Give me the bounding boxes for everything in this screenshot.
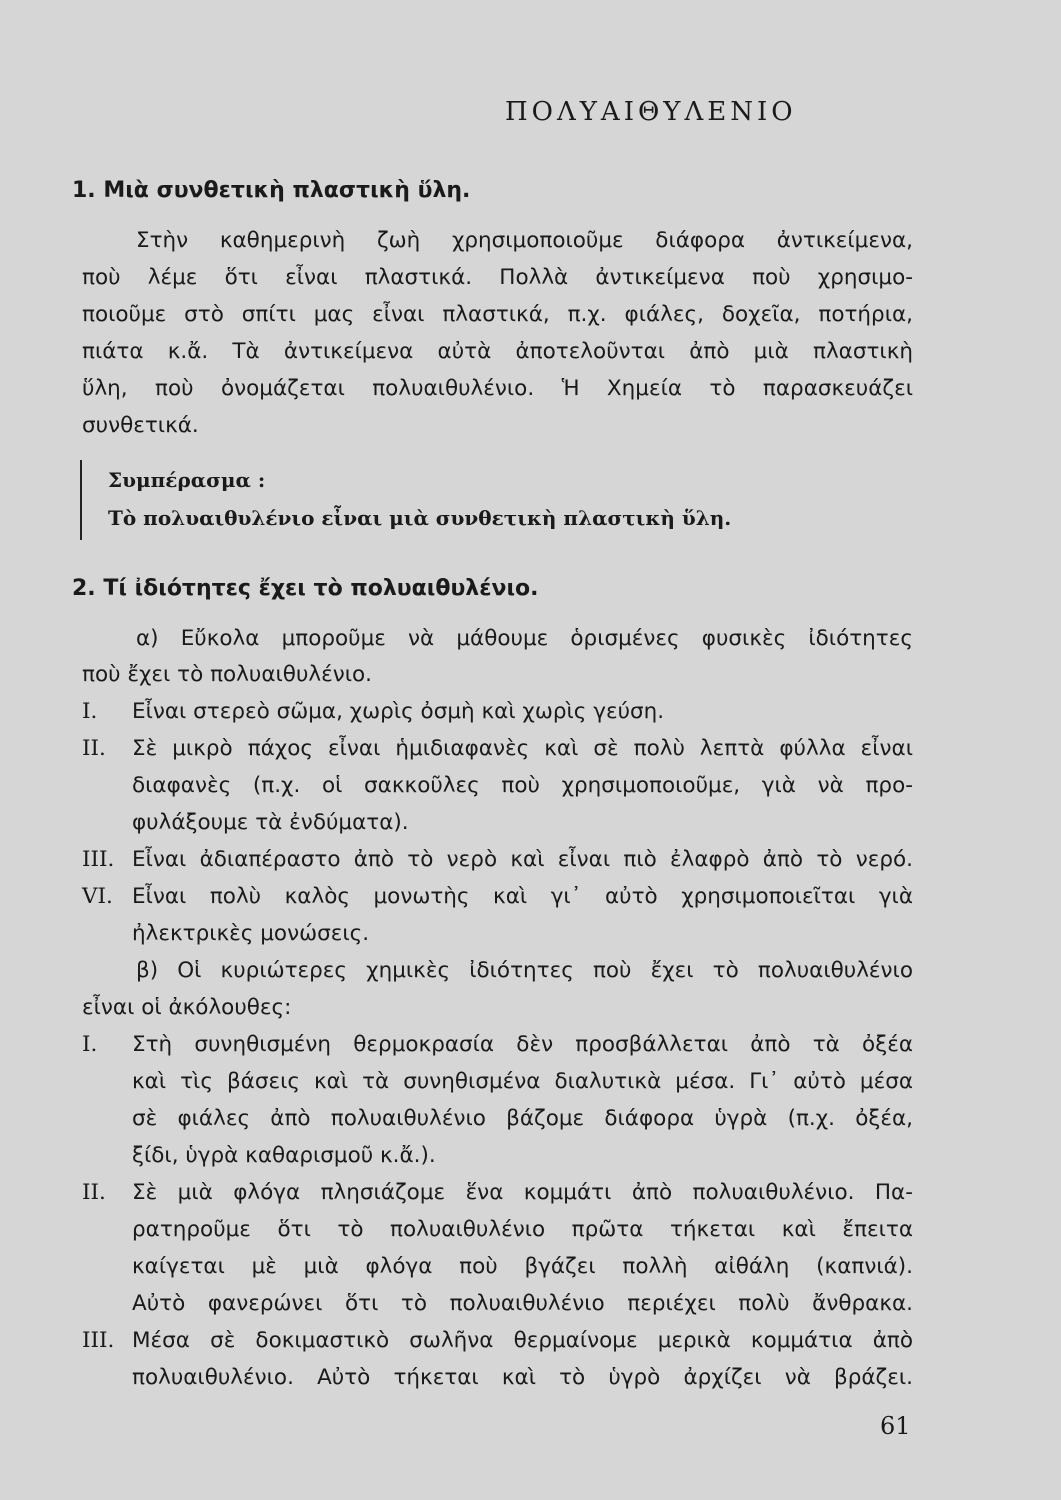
body-line: ποὺ λέμε ὅτι εἶναι πλαστικά. Πολλὰ ἀντικείμενα ποὺ χρησιμο-: [82, 265, 913, 290]
body-line: ποὺ ἔχει τὸ πολυαιθυλένιο.: [82, 662, 372, 687]
conclusion-box: [80, 460, 882, 540]
body-line: Εἶναι πολὺ καλὸς μονωτὴς καὶ γι᾿ αὐτὸ χρησιμοποιεῖται γιὰ: [132, 884, 913, 909]
body-line: πολυαιθυλένιο. Αὐτὸ τήκεται καὶ τὸ ὑγρὸ ἀρχίζει νὰ βράζει.: [132, 1365, 913, 1390]
item-numeral: I.: [82, 699, 98, 724]
section-2-heading: 2. Τί ἰδιότητες ἔχει τὸ πολυαιθυλένιο.: [72, 576, 539, 601]
item-numeral: III.: [82, 847, 115, 872]
item-numeral: III.: [82, 1328, 115, 1353]
body-line: Στὴ συνηθισμένη θερμοκρασία δὲν προσβάλλεται ἀπὸ τὰ ὀξέα: [132, 1032, 913, 1057]
body-line: Αὐτὸ φανερώνει ὅτι τὸ πολυαιθυλένιο περιέχει πολὺ ἄνθρακα.: [132, 1291, 913, 1316]
body-line: Σὲ μικρὸ πάχος εἶναι ἡμιδιαφανὲς καὶ σὲ πολὺ λεπτὰ φύλλα εἶναι: [132, 736, 913, 761]
body-line: διαφανὲς (π.χ. οἱ σακκοῦλες ποὺ χρησιμοποιοῦμε, γιὰ νὰ προ-: [132, 773, 913, 798]
body-line: ποιοῦμε στὸ σπίτι μας εἶναι πλαστικά, π.χ. φιάλες, δοχεῖα, ποτήρια,: [82, 302, 913, 327]
body-line: ρατηροῦμε ὅτι τὸ πολυαιθυλένιο πρῶτα τήκεται καὶ ἔπειτα: [132, 1217, 913, 1242]
body-line: πιάτα κ.ἄ. Τὰ ἀντικείμενα αὐτὰ ἀποτελοῦνται ἀπὸ μιὰ πλαστικὴ: [82, 339, 913, 364]
body-line: Εἶναι ἀδιαπέραστο ἀπὸ τὸ νερὸ καὶ εἶναι πιὸ ἐλαφρὸ ἀπὸ τὸ νερό.: [132, 847, 913, 872]
body-line: καίγεται μὲ μιὰ φλόγα ποὺ βγάζει πολλὴ αἰθάλη (καπνιά).: [132, 1254, 913, 1279]
item-numeral: I.: [82, 1032, 98, 1057]
item-numeral: II.: [82, 1180, 106, 1205]
body-line: Μέσα σὲ δοκιμαστικὸ σωλῆνα θερμαίνομε μερικὰ κομμάτια ἀπὸ: [132, 1328, 913, 1353]
body-line: Σὲ μιὰ φλόγα πλησιάζομε ἕνα κομμάτι ἀπὸ πολυαιθυλένιο. Πα-: [132, 1180, 913, 1205]
body-line: Εἶναι στερεὸ σῶμα, χωρὶς ὀσμὴ καὶ χωρὶς γεύση.: [132, 699, 665, 724]
body-line: εἶναι οἱ ἀκόλουθες:: [82, 995, 292, 1020]
page-title: ΠΟΛΥΑΙΘΥΛΕΝΙΟ: [505, 97, 797, 127]
body-line: ξίδι, ὑγρὰ καθαρισμοῦ κ.ἄ.).: [132, 1143, 436, 1168]
body-line: α) Εὔκολα μποροῦμε νὰ μάθουμε ὁρισμένες φυσικὲς ἰδιότητες: [136, 626, 913, 651]
page-number: 61: [880, 1412, 911, 1440]
body-line: καὶ τὶς βάσεις καὶ τὰ συνηθισμένα διαλυτικὰ μέσα. Γι᾿ αὐτὸ μέσα: [132, 1069, 913, 1094]
body-line: συνθετικά.: [82, 413, 199, 438]
body-line: ὕλη, ποὺ ὀνομάζεται πολυαιθυλένιο. Ἡ Χημεία τὸ παρασκευάζει: [82, 376, 913, 401]
body-line: φυλάξουμε τὰ ἐνδύματα).: [132, 810, 409, 835]
conclusion-label: Συμπέρασμα :: [108, 468, 266, 492]
section-1-heading: 1. Μιὰ συνθετικὴ πλαστικὴ ὕλη.: [72, 178, 471, 203]
body-line: σὲ φιάλες ἀπὸ πολυαιθυλένιο βάζομε διάφορα ὑγρὰ (π.χ. ὀξέα,: [132, 1106, 913, 1131]
body-line: β) Οἱ κυριώτερες χημικὲς ἰδιότητες ποὺ ἔχει τὸ πολυαιθυλένιο: [136, 958, 913, 983]
item-numeral: II.: [82, 736, 106, 761]
item-numeral: VI.: [82, 884, 113, 909]
body-line: Στὴν καθημερινὴ ζωὴ χρησιμοποιοῦμε διάφορα ἀντικείμενα,: [136, 228, 913, 253]
conclusion-text: Τὸ πολυαιθυλένιο εἶναι μιὰ συνθετικὴ πλαστικὴ ὕλη.: [108, 506, 732, 530]
body-line: ἠλεκτρικὲς μονώσεις.: [132, 921, 370, 946]
